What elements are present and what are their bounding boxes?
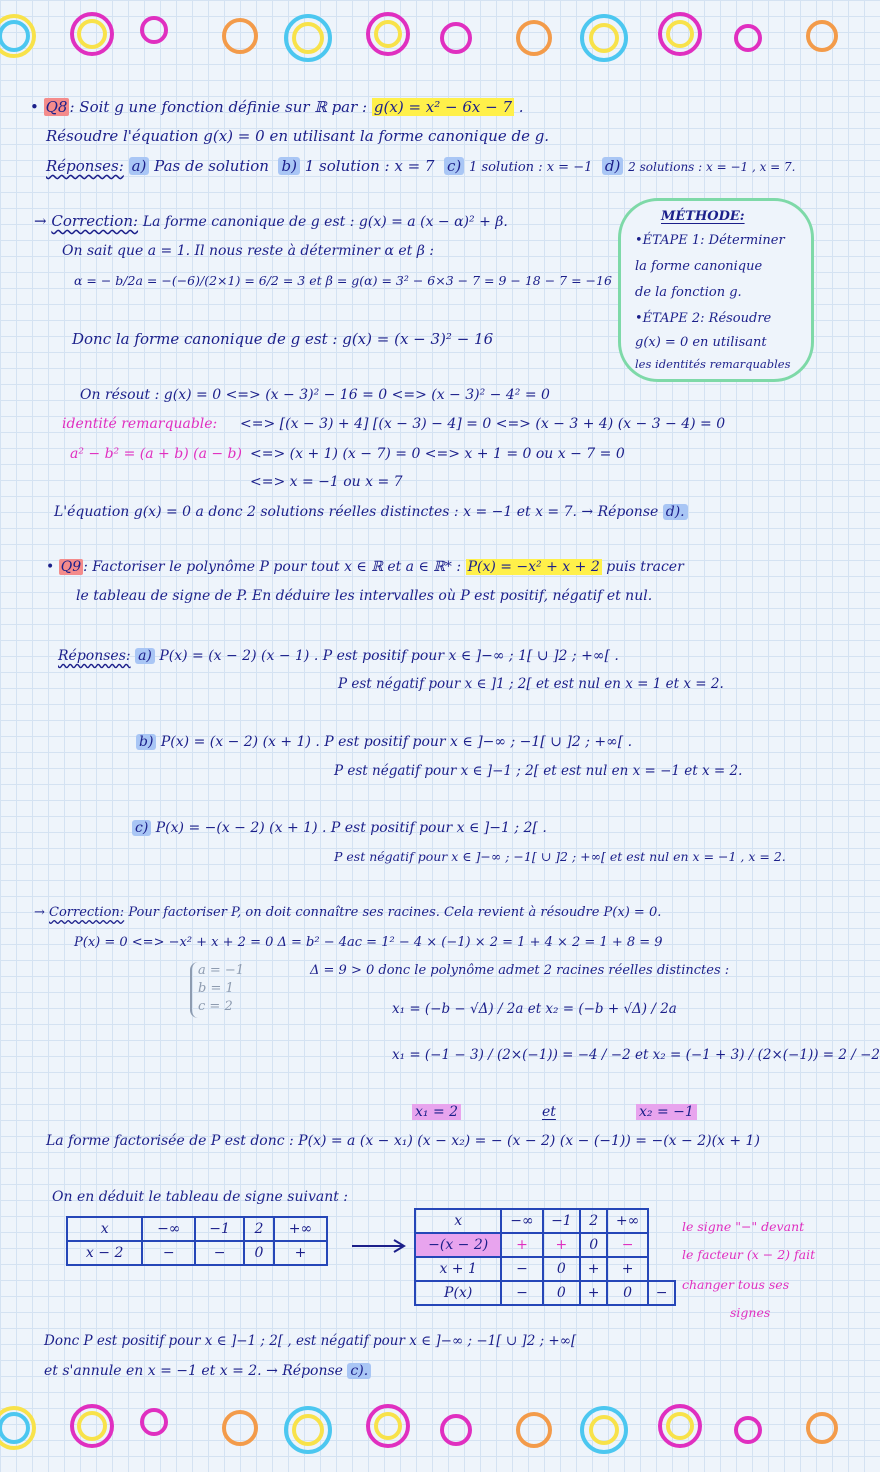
sign-table-2-row-2 [415, 1257, 675, 1281]
q9-root1 [412, 1103, 461, 1121]
t2-row3-cell-1: − [501, 1281, 542, 1305]
method-title: MÉTHODE: [661, 209, 745, 224]
t1-row-label: x − 2 [67, 1241, 142, 1265]
t1-cell-1: − [142, 1241, 195, 1265]
q8-correction-line2: On sait que a = 1. Il nous reste à déterminer α et β : [62, 243, 434, 259]
t2-row3-cell-4: 0 [607, 1281, 648, 1305]
q8-answer-c-letter: c) [444, 157, 464, 175]
q8-correction-line3: α = − b/2a = −(−6)/(2×1) = 6/2 = 3 et β = g(α) = 3² − 6×3 − 7 = 9 − 18 − 7 = −16 [74, 273, 612, 288]
q9-root2 [636, 1103, 697, 1121]
note-line-1: le signe "−" devant [682, 1219, 805, 1234]
method-line-5: g(x) = 0 en utilisant [635, 335, 767, 350]
note-line-4: signes [730, 1305, 771, 1320]
q9-table-intro: On en déduit le tableau de signe suivant : [52, 1189, 349, 1205]
q9-correction-first: Pour factoriser P, on doit connaître ses racines. Cela revient à résoudre P(x) = 0. [128, 905, 662, 920]
q8-identity-label: identité remarquable: [62, 416, 218, 432]
q8-label: Q8 [45, 98, 68, 116]
q9-root2-value: x₂ = −1 [636, 1104, 697, 1120]
t2-row3-cell-2: 0 [543, 1281, 581, 1305]
coeff-c: c = 2 [198, 999, 233, 1014]
t1-head-pinf: +∞ [274, 1217, 327, 1241]
q9-answer-b-line2: P est négatif pour x ∈ ]−1 ; 2[ et est nul en x = −1 et x = 2. [334, 763, 743, 779]
t2-head-2: 2 [580, 1209, 607, 1233]
q8-identity-formula: a² − b² = (a + b) (a − b) [70, 446, 242, 462]
sign-table-1 [66, 1216, 328, 1266]
t2-row2-label: x + 1 [415, 1257, 501, 1281]
q8-statement-line: • Q8 : Soit g une fonction définie sur ℝ par : g(x) = x² − 6x − 7 . [30, 98, 524, 116]
q8-correction-label: Correction: [51, 212, 139, 230]
arrow-icon [350, 1238, 410, 1254]
q9-answer-a-line2: P est négatif pour x ∈ ]1 ; 2[ et est nul en x = 1 et x = 2. [338, 676, 724, 692]
coeff-b: b = 1 [198, 981, 234, 996]
top-circle-decoration [0, 0, 828, 72]
q9-statement-end: puis tracer [606, 559, 684, 575]
q8-function: g(x) = x² − 6x − 7 [373, 98, 513, 116]
t2-row1-cell-2: + [543, 1233, 581, 1257]
q9-answer-b-row1 [136, 733, 632, 751]
q9-answer-a-row1 [58, 647, 619, 665]
method-line-1: •ÉTAPE 1: Déterminer [635, 233, 785, 248]
q9-root1-value: x₁ = 2 [412, 1104, 461, 1120]
t2-row2-cell-4: + [607, 1257, 648, 1281]
t2-head-x: x [415, 1209, 501, 1233]
q8-solve-line1: On résout : g(x) = 0 <=> (x − 3)² − 16 = 0 <=> (x − 3)² − 4² = 0 [80, 387, 550, 403]
q9-instruction: le tableau de signe de P. En déduire les intervalles où P est positif, négatif et nul. [76, 588, 653, 604]
q8-conclusion-text: L'équation g(x) = 0 a donc 2 solutions réelles distinctes : x = −1 et x = 7. → Réponse [54, 504, 659, 520]
sign-table-2-header [415, 1209, 675, 1233]
q8-answers-row [46, 157, 795, 177]
t2-row3-cell-3: + [580, 1281, 607, 1305]
t1-head-minf: −∞ [142, 1217, 195, 1241]
q9-correction-line2: P(x) = 0 <=> −x² + x + 2 = 0 Δ = b² − 4ac = 1² − 4 × (−1) × 2 = 1 + 4 × 2 = 1 + 8 = 9 [74, 935, 663, 950]
q9-roots-values: x₁ = (−1 − 3) / (2×(−1)) = −4 / −2 et x₂ = (−1 + 3) / (2×(−1)) = 2 / −2 [392, 1047, 880, 1063]
q8-conclusion-answer: d). [663, 504, 688, 520]
q9-answer-c-letter: c) [132, 820, 151, 836]
t2-row2-cell-2: 0 [543, 1257, 581, 1281]
q9-root-et: et [542, 1104, 556, 1120]
q8-answer-a-letter: a) [129, 157, 150, 175]
t1-head-2: 2 [244, 1217, 274, 1241]
t1-head-m1: −1 [195, 1217, 244, 1241]
t1-head-x: x [67, 1217, 142, 1241]
note-line-3: changer tous ses [682, 1277, 790, 1292]
t2-head-m1: −1 [543, 1209, 581, 1233]
method-line-2: la forme canonique [635, 259, 763, 274]
sign-table-1-row [67, 1241, 327, 1265]
t2-head-pinf: +∞ [607, 1209, 648, 1233]
sign-table-2-row-1 [415, 1233, 675, 1257]
q9-function: P(x) = −x² + x + 2 [467, 559, 600, 575]
sign-table-2 [414, 1208, 676, 1306]
t2-row3-cell-5: − [648, 1281, 675, 1305]
t2-row2-cell-1: − [501, 1257, 542, 1281]
q9-delta-line: Δ = 9 > 0 donc le polynôme admet 2 racines réelles distinctes : [310, 963, 730, 978]
q8-statement: : Soit g une fonction définie sur ℝ par : [69, 98, 368, 116]
q9-correction-line1: → Correction: Pour factoriser P, on doit connaître ses racines. Cela revient à résoudre P(x) = 0. [34, 905, 662, 920]
method-line-4: •ÉTAPE 2: Résoudre [635, 311, 772, 326]
q9-answers-label: Réponses: [58, 648, 131, 664]
q9-factored-form: La forme factorisée de P est donc : P(x) = a (x − x₁) (x − x₂) = − (x − 2) (x − (−1)) = −(x − 2)(x + 1) [46, 1133, 760, 1149]
t2-row1-cell-4: − [607, 1233, 648, 1257]
q8-answers-label: Réponses: [46, 157, 124, 175]
q9-correction-label: Correction: [49, 905, 125, 920]
q9-label: Q9 [60, 559, 82, 575]
q8-answer-a-text: Pas de solution [154, 157, 269, 175]
method-line-3: de la fonction g. [635, 285, 742, 300]
t1-cell-2: − [195, 1241, 244, 1265]
q8-answer-c-text: 1 solution : x = −1 [469, 160, 593, 175]
method-line-6: les identités remarquables [635, 357, 791, 371]
sign-table-2-row-3 [415, 1281, 675, 1305]
bottom-circle-decoration [0, 1392, 828, 1464]
q8-instruction: Résoudre l'équation g(x) = 0 en utilisant la forme canonique de g. [46, 127, 550, 145]
coeff-a: a = −1 [198, 963, 245, 978]
q8-answer-d-text: 2 solutions : x = −1 , x = 7. [628, 160, 796, 174]
q8-conclusion [54, 503, 688, 521]
q8-solve-line3: <=> (x + 1) (x − 7) = 0 <=> x + 1 = 0 ou x − 7 = 0 [250, 446, 625, 462]
note-line-2: le facteur (x − 2) fait [682, 1247, 816, 1262]
sign-table-1-header [67, 1217, 327, 1241]
q9-final-text: et s'annule en x = −1 et x = 2. → Réponse [44, 1363, 343, 1379]
q9-answer-b-letter: b) [136, 734, 156, 750]
q9-answer-c-line1: P(x) = −(x − 2) (x + 1) . P est positif pour x ∈ ]−1 ; 2[ . [155, 820, 547, 836]
t2-row2-cell-3: + [580, 1257, 607, 1281]
q9-statement-line: • Q9 : Factoriser le polynôme P pour tout x ∈ ℝ et a ∈ ℝ* : P(x) = −x² + x + 2 puis tracer [46, 559, 684, 575]
t2-head-minf: −∞ [501, 1209, 542, 1233]
q8-answer-d-letter: d) [602, 157, 623, 175]
t1-cell-3: 0 [244, 1241, 274, 1265]
t2-row1-cell-1: + [501, 1233, 542, 1257]
method-box [618, 198, 814, 382]
t2-row1-cell-3: 0 [580, 1233, 607, 1257]
q9-answer-b-line1: P(x) = (x − 2) (x + 1) . P est positif pour x ∈ ]−∞ ; −1[ ∪ ]2 ; +∞[ . [160, 734, 633, 750]
q8-solve-line4: <=> x = −1 ou x = 7 [250, 474, 403, 490]
q9-final-answer: c). [347, 1363, 371, 1379]
q9-final-line2 [44, 1362, 371, 1380]
q9-answer-c-line2: P est négatif pour x ∈ ]−∞ ; −1[ ∪ ]2 ; +∞[ et est nul en x = −1 , x = 2. [334, 849, 786, 864]
q9-final-line1: Donc P est positif pour x ∈ ]−1 ; 2[ , est négatif pour x ∈ ]−∞ ; −1[ ∪ ]2 ; +∞[ [44, 1333, 577, 1349]
q8-answer-b-letter: b) [278, 157, 299, 175]
q9-answer-a-line1: P(x) = (x − 2) (x − 1) . P est positif pour x ∈ ]−∞ ; 1[ ∪ ]2 ; +∞[ . [159, 648, 619, 664]
t2-row3-label: P(x) [415, 1281, 501, 1305]
t1-cell-4: + [274, 1241, 327, 1265]
q9-roots-formula: x₁ = (−b − √Δ) / 2a et x₂ = (−b + √Δ) / 2a [392, 1001, 677, 1017]
q8-correction-line1: → Correction: La forme canonique de g est : g(x) = a (x − α)² + β. [34, 212, 508, 230]
q9-statement: : Factoriser le polynôme P pour tout x ∈ ℝ et a ∈ ℝ* : [83, 559, 462, 575]
q9-answer-a-letter: a) [135, 648, 155, 664]
q8-canonical-form: Donc la forme canonique de g est : g(x) = (x − 3)² − 16 [72, 330, 494, 348]
q8-correction-text-1: La forme canonique de g est : g(x) = a (x − α)² + β. [142, 214, 508, 230]
q8-answer-b-text: 1 solution : x = 7 [304, 157, 435, 175]
t2-row1-label: −(x − 2) [415, 1233, 501, 1257]
q9-answer-c-row1 [132, 819, 547, 837]
q8-solve-line2: <=> [(x − 3) + 4] [(x − 3) − 4] = 0 <=> (x − 3 + 4) (x − 3 − 4) = 0 [240, 416, 726, 432]
